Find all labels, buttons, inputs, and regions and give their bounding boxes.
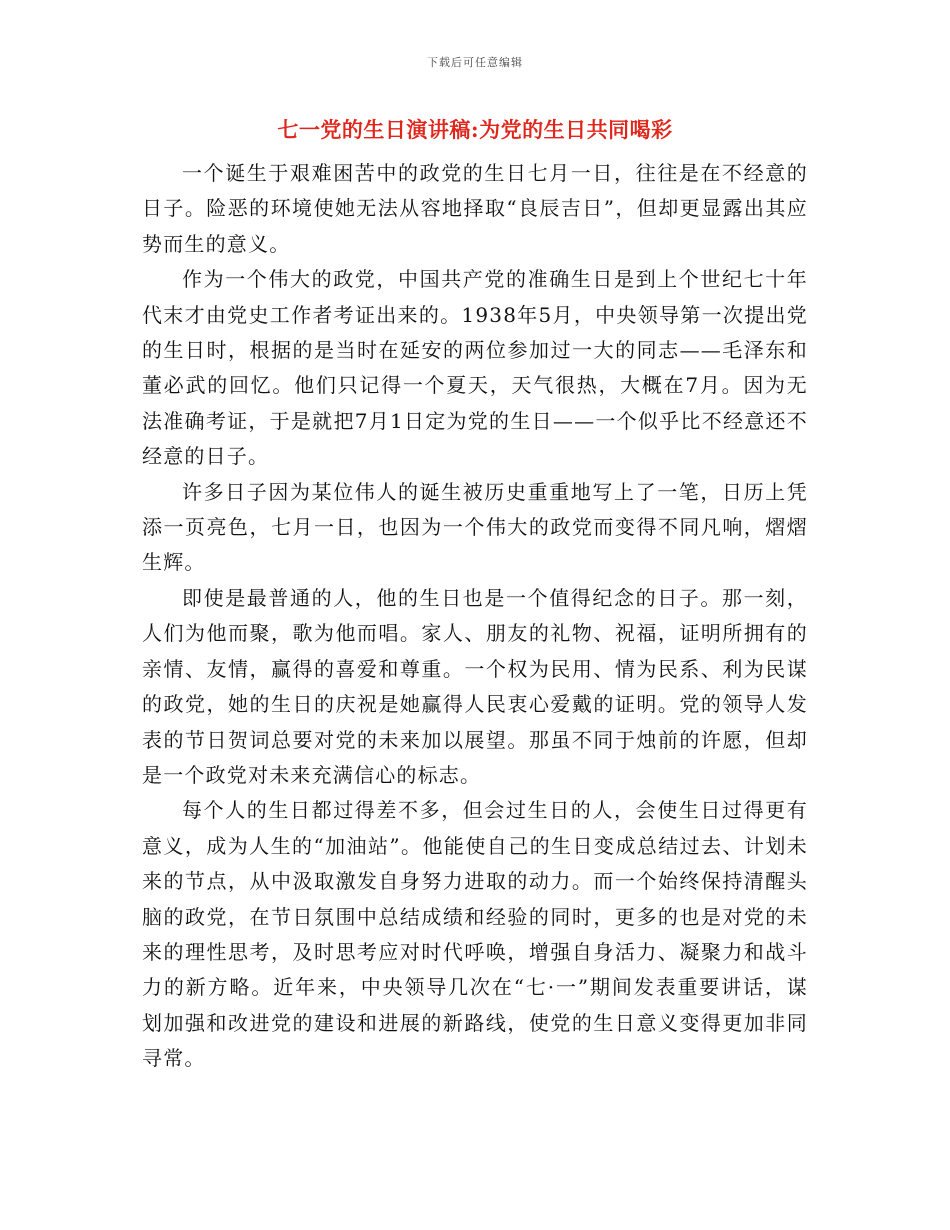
body-text	[142, 156, 808, 1077]
header-note: 下载后可任意编辑	[427, 56, 523, 69]
paragraph-5: 每个人的生日都过得差不多，但会过生日的人，会使生日过得更有意义，成为人生的“加油站”。他能使自己的生日变成总结过去、计划未来的节点，从中汲取激发自身努力进取的动力。而一个始终保持清醒头脑的政党，在节日氛围中总结成绩和经验的同时，更多的也是对党的未来的理性思考，及时思考应对时代呼唤，增强自身活力、凝聚力和战斗力的新方略。近年来，中央领导几次在“七·一”期间发表重要讲话，谋划加强和改进党的建设和进展的新路线，使党的生日意义变得更加非同寻常。	[142, 798, 808, 1071]
document-title: 七一党的生日演讲稿:为党的生日共同喝彩	[277, 117, 673, 142]
paragraph-2: 作为一个伟大的政党，中国共产党的准确生日是到上个世纪七十年代末才由党史工作者考证出来的。1938年5月，中央领导第一次提出党的生日时，根据的是当时在延安的两位参加过一大的同志——毛泽东和董必武的回忆。他们只记得一个夏天，天气很热，大概在7月。因为无法准确考证，于是就把7月1日定为党的生日——一个似乎比不经意还不经意的日子。	[142, 267, 808, 469]
paragraph-4: 即使是最普通的人，他的生日也是一个值得纪念的日子。那一刻，人们为他而聚，歌为他而唱。家人、朋友的礼物、祝福，证明所拥有的亲情、友情，赢得的喜爱和尊重。一个权为民用、情为民系、利为民谋的政党，她的生日的庆祝是她赢得人民衷心爱戴的证明。党的领导人发表的节日贺词总要对党的未来加以展望。那虽不同于烛前的许愿，但却是一个政党对未来充满信心的标志。	[142, 585, 808, 787]
paragraph-3: 许多日子因为某位伟人的诞生被历史重重地写上了一笔，日历上凭添一页亮色，七月一日，也因为一个伟大的政党而变得不同凡响，熠熠生辉。	[142, 479, 808, 575]
paragraph-1: 一个诞生于艰难困苦中的政党的生日七月一日，往往是在不经意的日子。险恶的环境使她无法从容地择取“良辰吉日”，但却更显露出其应势而生的意义。	[142, 161, 808, 256]
